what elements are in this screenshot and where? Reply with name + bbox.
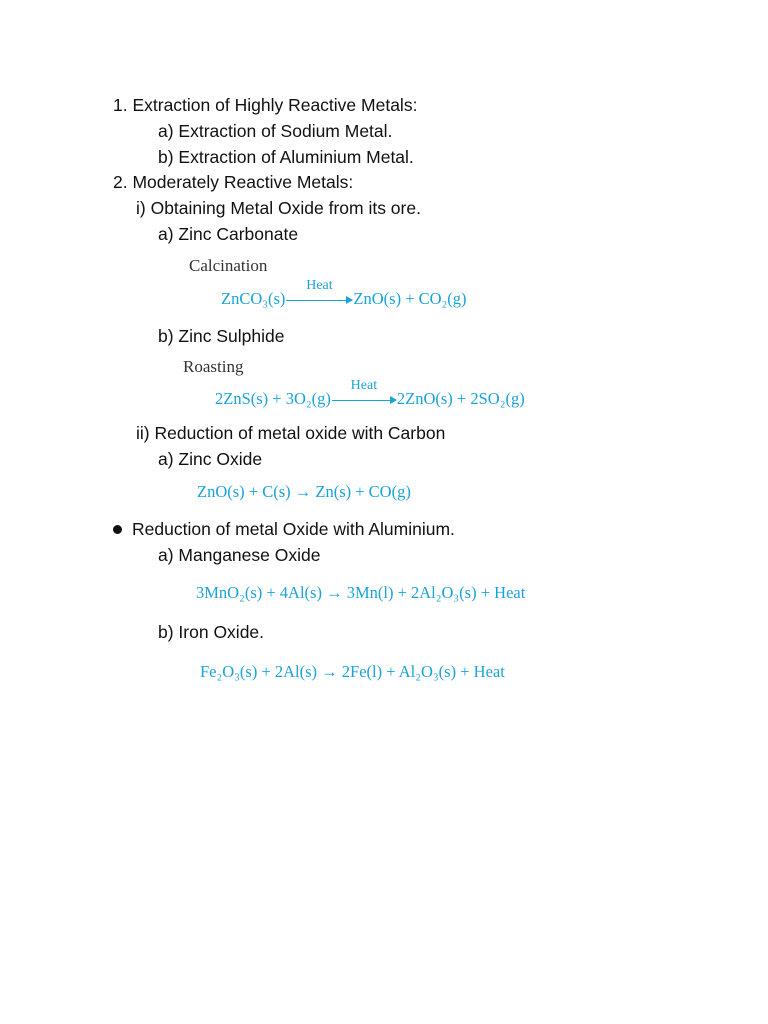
heat-label: Heat <box>350 378 378 393</box>
equation-zinc-oxide-reduction: ZnO(s) + C(s) → Zn(s) + CO(g) <box>197 482 411 501</box>
heading-extraction-highly-reactive: 1. Extraction of Highly Reactive Metals: <box>113 95 418 115</box>
heat-arrow <box>285 278 353 310</box>
equation-roasting-products: 2ZnO(s) + 2SO₂(g) <box>396 389 525 408</box>
item-iron-oxide: b) Iron Oxide. <box>158 622 265 642</box>
heat-arrow <box>331 378 397 410</box>
item-sodium-extraction: a) Extraction of Sodium Metal. <box>158 121 393 141</box>
item-aluminium-extraction: b) Extraction of Aluminium Metal. <box>158 147 414 167</box>
equation-manganese-oxide-reduction: 3MnO₂(s) + 4Al(s) → 3Mn(l) + 2Al₂O₃(s) + Heat <box>196 583 526 602</box>
equation-roasting <box>215 378 525 410</box>
label-calcination: Calcination <box>189 256 268 275</box>
subheading-metal-oxide-from-ore: i) Obtaining Metal Oxide from its ore. <box>136 198 421 218</box>
equation-calcination-products: ZnO(s) + CO₂(g) <box>353 289 467 308</box>
equation-calcination-reactants: ZnCO₃(s) <box>221 289 286 308</box>
item-manganese-oxide: a) Manganese Oxide <box>158 545 321 565</box>
bullet-reduction-with-aluminium <box>113 518 455 540</box>
heat-label: Heat <box>306 278 333 293</box>
label-roasting: Roasting <box>183 357 244 376</box>
item-zinc-oxide: a) Zinc Oxide <box>158 449 263 469</box>
equation-roasting-reactants: 2ZnS(s) + 3O₂(g) <box>215 389 331 408</box>
equation-calcination <box>221 278 467 310</box>
equation-iron-oxide-reduction: Fe₂O₃(s) + 2Al(s) → 2Fe(l) + Al₂O₃(s) + Heat <box>200 662 505 681</box>
item-zinc-carbonate: a) Zinc Carbonate <box>158 224 299 244</box>
subheading-reduction-with-carbon: ii) Reduction of metal oxide with Carbon <box>136 423 446 443</box>
bullet-text: Reduction of metal Oxide with Aluminium. <box>132 519 455 539</box>
item-zinc-sulphide: b) Zinc Sulphide <box>158 326 285 346</box>
heading-moderately-reactive: 2. Moderately Reactive Metals: <box>113 172 354 192</box>
bullet-dot <box>113 525 122 534</box>
